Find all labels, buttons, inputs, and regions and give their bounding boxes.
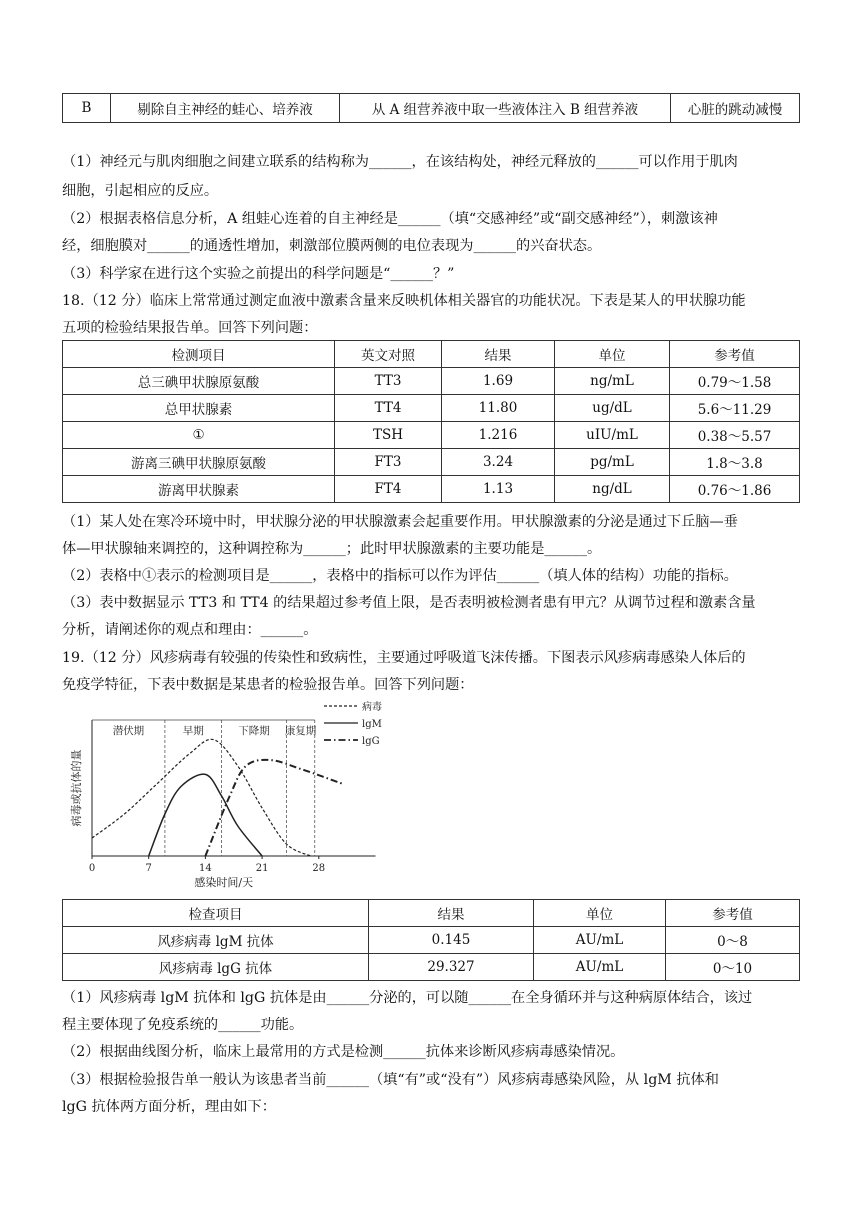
phase-label: 早期 xyxy=(182,725,204,737)
question-text: （1）神经元与肌肉细胞之间建立联系的结构称为______，在该结构处，神经元释放的______可以作用于肌肉 xyxy=(62,154,738,170)
table-cell: ng/mL xyxy=(555,368,670,395)
thyroid-table xyxy=(62,340,800,503)
table-cell: 游离甲状腺素 xyxy=(63,476,335,503)
table-cell: B xyxy=(63,94,111,123)
table-cell: 0.76～1.86 xyxy=(670,476,800,503)
question-text: 分析，请阐述你的观点和理由：______。 xyxy=(62,622,318,638)
phase-label: 下降期 xyxy=(238,725,270,737)
table-cell: 1.69 xyxy=(442,368,555,395)
table-cell: 0～8 xyxy=(666,927,800,954)
column-header: 参考值 xyxy=(670,341,800,368)
table-cell: 1.8～3.8 xyxy=(670,449,800,476)
column-header: 单位 xyxy=(534,900,666,927)
phase-label: 潜伏期 xyxy=(112,725,145,737)
table-cell: pg/mL xyxy=(555,449,670,476)
series-line-1 xyxy=(149,774,262,856)
question-text: 经，细胞膜对______的通透性增加，刺激部位膜两侧的电位表现为______的兴奋状态。 xyxy=(62,238,602,254)
x-tick-label: 0 xyxy=(88,863,96,874)
table-cell: TT4 xyxy=(335,395,442,422)
column-header: 结果 xyxy=(442,341,555,368)
table-cell: ① xyxy=(63,422,335,449)
question-text: （2）根据曲线图分析，临床上最常用的方式是检测______抗体来诊断风疹病毒感染情况。 xyxy=(62,1044,625,1060)
x-tick-label: 28 xyxy=(312,863,326,874)
table-row xyxy=(63,954,800,981)
table-cell: uIU/mL xyxy=(555,422,670,449)
question-text: （2）表格中①表示的检测项目是______，表格中的指标可以作为评估______（填人体的结构）功能的指标。 xyxy=(62,568,738,584)
question-text: 细胞，引起相应的反应。 xyxy=(62,183,219,199)
table-cell: FT4 xyxy=(335,476,442,503)
table-cell: 0～10 xyxy=(666,954,800,981)
table-cell: AU/mL xyxy=(534,954,666,981)
table-header-row xyxy=(63,341,800,368)
table-cell: 游离三碘甲状腺原氨酸 xyxy=(63,449,335,476)
table-cell: TT3 xyxy=(335,368,442,395)
immune-response-chart xyxy=(62,698,382,893)
table-row xyxy=(63,476,800,503)
legend-label: lgG xyxy=(362,736,380,747)
question-text: （2）根据表格信息分析，A 组蛙心连着的自主神经是______（填“交感神经”或“副交感神经”），刺激该神 xyxy=(62,211,718,227)
question-text: （3）科学家在进行这个实验之前提出的科学问题是“______？” xyxy=(62,266,455,282)
legend-label: lgM xyxy=(362,719,382,730)
series-line-2 xyxy=(205,760,343,856)
column-header: 参考值 xyxy=(666,900,800,927)
question-text: （1）某人处在寒冷环境中时，甲状腺分泌的甲状腺激素会起重要作用。甲状腺激素的分泌是通过下丘脑—垂 xyxy=(62,514,738,530)
table-cell: TSH xyxy=(335,422,442,449)
column-header: 英文对照 xyxy=(335,341,442,368)
question-text: 免疫学特征，下表中数据是某患者的检验报告单。回答下列问题： xyxy=(62,677,474,693)
table-cell: 风疹病毒 lgM 抗体 xyxy=(63,927,369,954)
question-text: （1）风疹病毒 lgM 抗体和 lgG 抗体是由______分泌的，可以随______在全身循环并与这种病原体结合，该过 xyxy=(62,990,753,1006)
question-text: （3）根据检验报告单一般认为该患者当前______（填“有”或“没有”）风疹病毒感染风险，从 lgM 抗体和 xyxy=(62,1072,719,1088)
table-cell: 心脏的跳动减慢 xyxy=(671,94,800,123)
x-tick-label: 14 xyxy=(199,863,212,874)
table-cell: 风疹病毒 lgG 抗体 xyxy=(63,954,369,981)
series-line-0 xyxy=(92,739,311,856)
table-cell: 0.79～1.58 xyxy=(670,368,800,395)
phase-label: 康复期 xyxy=(284,725,317,737)
table-cell: ug/dL xyxy=(555,395,670,422)
x-axis-label: 感染时间/天 xyxy=(194,876,254,889)
table-cell: AU/mL xyxy=(534,927,666,954)
question-text: 五项的检验结果报告单。回答下列问题： xyxy=(62,320,318,336)
experiment-table xyxy=(62,93,800,123)
table-cell: 从 A 组营养液中取一些液体注入 B 组营养液 xyxy=(340,94,671,123)
question-text: 19.（12 分）风疹病毒有较强的传染性和致病性，主要通过呼吸道飞沫传播。下图表示风疹病毒感染人体后的 xyxy=(62,650,746,666)
table-row xyxy=(63,449,800,476)
column-header: 检测项目 xyxy=(63,341,335,368)
table-cell: 1.216 xyxy=(442,422,555,449)
x-tick-label: 7 xyxy=(145,863,152,874)
table-row xyxy=(63,422,800,449)
table-cell: 1.13 xyxy=(442,476,555,503)
table-row xyxy=(63,927,800,954)
x-tick-label: 21 xyxy=(255,863,269,874)
table-cell: FT3 xyxy=(335,449,442,476)
y-axis-label: 病毒或抗体的量 xyxy=(70,749,83,827)
table-cell: 总三碘甲状腺原氨酸 xyxy=(63,368,335,395)
table-row xyxy=(63,368,800,395)
legend-label: 病毒 xyxy=(362,702,382,713)
table-cell: 剔除自主神经的蛙心、培养液 xyxy=(111,94,340,123)
table-cell: ng/dL xyxy=(555,476,670,503)
table-cell: 0.38～5.57 xyxy=(670,422,800,449)
question-text: （3）表中数据显示 TT3 和 TT4 的结果超过参考值上限，是否表明被检测者患有甲亢？从调节过程和激素含量 xyxy=(62,595,756,611)
antibody-table xyxy=(62,899,800,981)
table-cell: 3.24 xyxy=(442,449,555,476)
question-text: lgG 抗体两方面分析，理由如下： xyxy=(62,1099,276,1115)
question-text: 体—甲状腺轴来调控的，这种调控称为______；此时甲状腺激素的主要功能是______。 xyxy=(62,541,602,557)
table-row xyxy=(63,395,800,422)
column-header: 单位 xyxy=(555,341,670,368)
question-text: 18.（12 分）临床上常常通过测定血液中激素含量来反映机体相关器官的功能状况。下表是某人的甲状腺功能 xyxy=(62,293,746,309)
table-cell: 5.6～11.29 xyxy=(670,395,800,422)
table-row xyxy=(63,94,800,123)
table-cell: 11.80 xyxy=(442,395,555,422)
column-header: 结果 xyxy=(369,900,534,927)
table-cell: 0.145 xyxy=(369,927,534,954)
column-header: 检查项目 xyxy=(63,900,369,927)
question-text: 程主要体现了免疫系统的______功能。 xyxy=(62,1017,304,1033)
table-header-row xyxy=(63,900,800,927)
table-cell: 总甲状腺素 xyxy=(63,395,335,422)
table-cell: 29.327 xyxy=(369,954,534,981)
